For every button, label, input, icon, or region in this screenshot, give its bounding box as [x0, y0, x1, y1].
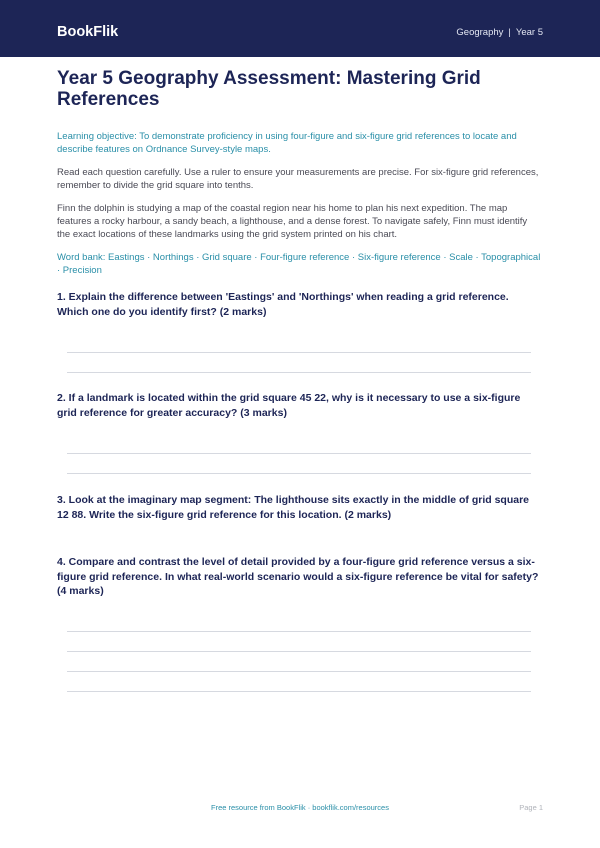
- answer-line[interactable]: [67, 372, 531, 373]
- question-3: 3. Look at the imaginary map segment: The lighthouse sits exactly in the middle of grid square 12 88. Write the six-figure grid reference for this location. (2 marks): [57, 494, 530, 521]
- brand-logo-text: BookFlik: [57, 24, 119, 40]
- learning-objective: Learning objective: To demonstrate proficiency in using four-figure and six-figure grid references to locate and describe features on Ordnance Survey-style maps.: [57, 131, 517, 155]
- page-title: Year 5 Geography Assessment: Mastering Grid References: [57, 68, 481, 110]
- header-year: Year 5: [515, 27, 543, 38]
- question-2: 2. If a landmark is located within the grid square 45 22, why is it necessary to use a six-figure grid reference for greater accuracy? (3 marks): [57, 392, 521, 419]
- header-subject-info: [456, 26, 543, 40]
- answer-line[interactable]: [67, 671, 531, 672]
- answer-line[interactable]: [67, 691, 531, 692]
- instructions-text: Read each question carefully. Use a ruler to ensure your measurements are precise. For six-figure grid references, remember to divide the grid square into tenths.: [57, 167, 539, 191]
- answer-line[interactable]: [67, 631, 531, 632]
- answer-line[interactable]: [67, 651, 531, 652]
- story-text: Finn the dolphin is studying a map of the coastal region near his home to plan his next expedition. The map features a rocky harbour, a sandy beach, a lighthouse, and a dense forest. To navigate safely, Finn must identify the exact locations of these landmarks using the grid system printed on his chart.: [57, 203, 528, 240]
- answer-line[interactable]: [67, 473, 531, 474]
- page-header: [0, 0, 600, 57]
- page-number: Page 1: [519, 803, 543, 812]
- footer-text: Free resource from BookFlik · bookflik.com/resources: [211, 803, 389, 812]
- question-4: 4. Compare and contrast the level of detail provided by a four-figure grid reference versus a six-figure grid reference. In what real-world scenario would a six-figure reference be vital for safety? (4 marks): [57, 556, 539, 597]
- answer-line[interactable]: [67, 453, 531, 454]
- question-1: 1. Explain the difference between 'Eastings' and 'Northings' when reading a grid reference. Which one do you identify first? (2 marks): [57, 291, 509, 318]
- intro-section: [57, 68, 543, 277]
- header-subject: Geography: [456, 27, 504, 38]
- answer-line[interactable]: [67, 352, 531, 353]
- word-bank: Word bank: Eastings · Northings · Grid square · Four-figure reference · Six-figure reference · Scale · Topographical · Precision: [57, 252, 541, 276]
- header-separator: |: [508, 27, 511, 38]
